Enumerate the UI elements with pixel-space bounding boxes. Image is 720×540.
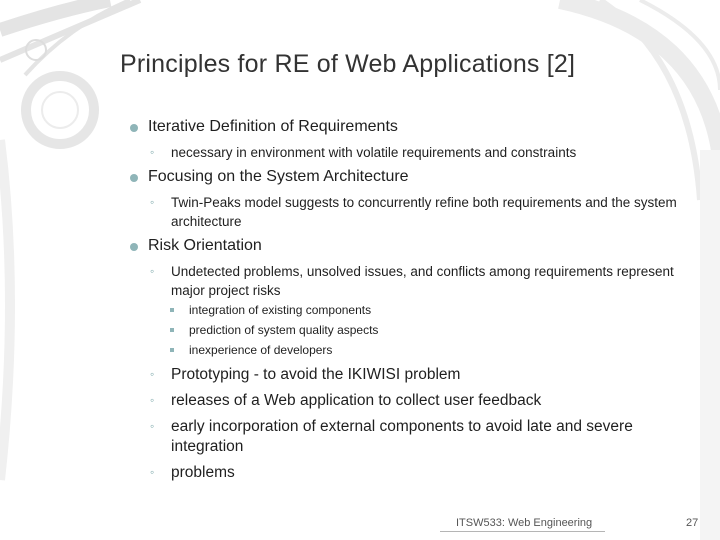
bullet-text: Iterative Definition of Requirements xyxy=(148,118,398,135)
sub-bullet-text: early incorporation of external components to avoid late and severe integration xyxy=(171,418,633,455)
sub-bullet-text: releases of a Web application to collect user feedback xyxy=(171,392,542,409)
page-number: 27 xyxy=(686,517,699,529)
sub-bullet-text: Prototyping - to avoid the IKIWISI problem xyxy=(171,366,461,383)
subsub-bullet-text: inexperience of developers xyxy=(189,343,333,357)
bullet-marker xyxy=(130,124,138,132)
subsub-bullet-text: prediction of system quality aspects xyxy=(189,323,379,337)
bullet-marker xyxy=(130,174,138,182)
footer-divider xyxy=(440,531,605,532)
ring-bullet-marker: ◦ xyxy=(150,367,155,381)
square-bullet-marker xyxy=(170,328,174,332)
ring-bullet-marker: ◦ xyxy=(150,145,155,159)
ring-bullet-marker: ◦ xyxy=(150,419,155,433)
ring-bullet-marker: ◦ xyxy=(150,393,155,407)
sub-bullet-text: necessary in environment with volatile requirements and constraints xyxy=(171,145,577,160)
square-bullet-marker xyxy=(170,308,174,312)
bullet-marker xyxy=(130,243,138,251)
sub-bullet-text: Twin-Peaks model suggests to concurrently refine both requirements and the system architecture xyxy=(171,195,677,229)
sub-bullet-text: problems xyxy=(171,464,235,481)
ring-bullet-marker: ◦ xyxy=(150,465,155,479)
subsub-bullet-text: integration of existing components xyxy=(189,303,372,317)
square-bullet-marker xyxy=(170,348,174,352)
slide-title: Principles for RE of Web Applications [2] xyxy=(120,50,576,78)
bullet-text: Focusing on the System Architecture xyxy=(148,168,409,185)
ring-bullet-marker: ◦ xyxy=(150,195,155,209)
ring-bullet-marker: ◦ xyxy=(150,264,155,278)
bullet-text: Risk Orientation xyxy=(148,237,262,254)
sub-bullet-text: Undetected problems, unsolved issues, and conflicts among requirements represent major project risks xyxy=(171,264,674,298)
slide-footer: ITSW533: Web Engineering xyxy=(456,517,593,529)
